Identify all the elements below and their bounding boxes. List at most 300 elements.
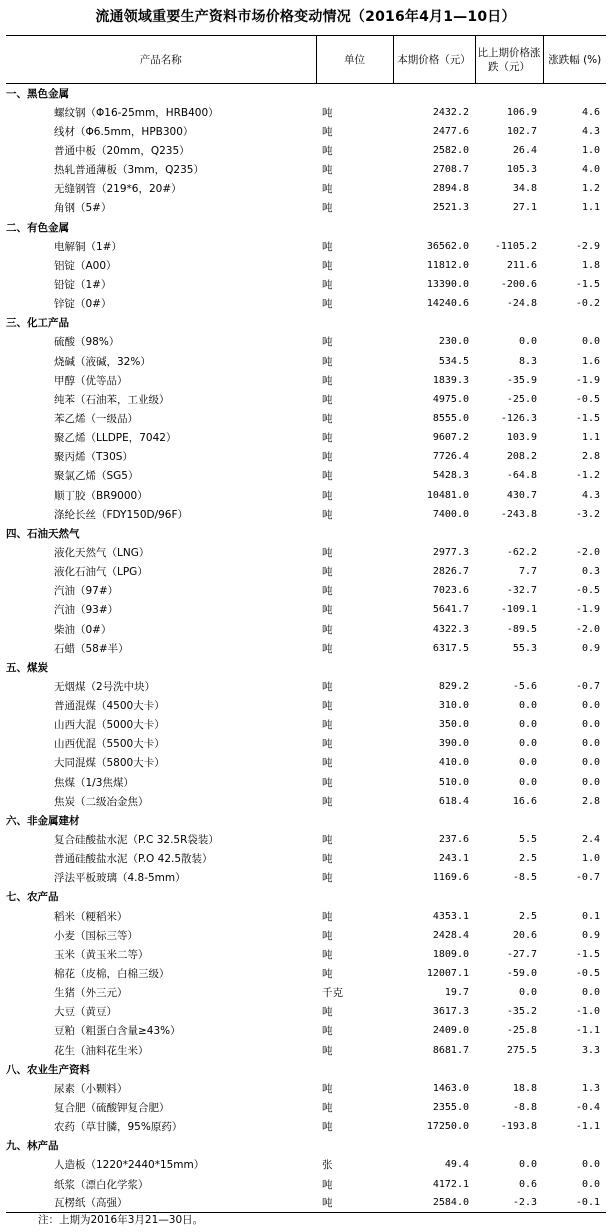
table-row — [6, 237, 606, 256]
table-row — [6, 332, 606, 351]
change-cell: 2.5 — [518, 853, 537, 865]
price-cell: 1839.3 — [432, 374, 469, 386]
table-row — [6, 409, 606, 428]
change-cell: -25.8 — [506, 1025, 537, 1037]
change-cell: 211.6 — [506, 259, 537, 271]
pct-cell: 0.0 — [581, 776, 600, 788]
table-row — [6, 849, 606, 868]
change-cell: -32.7 — [506, 585, 537, 597]
product-name: 棉花（皮棉，白棉三级） — [54, 968, 170, 981]
unit-cell: 吨 — [322, 489, 333, 502]
table-row — [6, 485, 606, 504]
product-name: 烧碱（液碱，32%） — [54, 355, 151, 368]
price-cell: 3617.3 — [432, 1006, 469, 1018]
header-pct: 涨跌幅 (%) — [543, 36, 606, 84]
category-row — [6, 1060, 606, 1079]
pct-cell: 0.9 — [581, 929, 600, 941]
pct-cell: 0.1 — [581, 910, 600, 922]
change-cell: -62.2 — [506, 546, 537, 558]
change-cell: 5.5 — [518, 834, 537, 846]
change-cell: 102.7 — [506, 125, 537, 137]
product-name: 大同混煤（5800大卡） — [54, 757, 165, 770]
unit-cell: 吨 — [322, 1197, 333, 1210]
product-name: 聚乙烯（LLDPE，7042） — [54, 432, 177, 445]
unit-cell: 吨 — [322, 1121, 333, 1134]
product-name: 液化天然气（LNG） — [54, 546, 150, 559]
product-name: 无缝钢管（219*6，20#） — [54, 183, 182, 196]
table-row — [6, 428, 606, 447]
table-row — [6, 1194, 606, 1213]
product-name: 甲醇（优等品） — [54, 374, 128, 387]
change-cell: -243.8 — [500, 508, 537, 520]
product-name: 涤纶长丝（FDY150D/96F） — [54, 508, 189, 521]
product-name: 电解铜（1#） — [54, 240, 122, 253]
pct-cell: 1.6 — [581, 355, 600, 367]
pct-cell: -1.1 — [575, 1121, 600, 1133]
product-name: 焦煤（1/3焦煤） — [54, 776, 134, 789]
price-cell: 4322.3 — [432, 623, 469, 635]
table-row — [6, 619, 606, 638]
category-row — [6, 524, 606, 543]
product-name: 玉米（黄玉米二等） — [54, 948, 149, 961]
pct-cell: -1.2 — [575, 470, 600, 482]
unit-cell: 吨 — [322, 642, 333, 655]
header-unit: 单位 — [316, 36, 393, 84]
unit-cell: 吨 — [322, 412, 333, 425]
price-cell: 12007.1 — [426, 968, 469, 980]
table-row — [6, 103, 606, 122]
change-cell: -5.6 — [512, 680, 537, 692]
pct-cell: -0.5 — [575, 393, 600, 405]
unit-cell: 吨 — [322, 451, 333, 464]
price-cell: 1463.0 — [432, 1082, 469, 1094]
category-label: 五、煤炭 — [6, 661, 48, 674]
table-row — [6, 734, 606, 753]
product-name: 生猪（外三元） — [54, 987, 128, 1000]
change-cell: -27.7 — [506, 948, 537, 960]
product-name: 焦炭（二级冶金焦） — [54, 795, 149, 808]
header-change: 比上期价格涨跌（元） — [475, 36, 543, 84]
change-cell: -35.9 — [506, 374, 537, 386]
pct-cell: 4.3 — [581, 125, 600, 137]
price-cell: 7023.6 — [432, 585, 469, 597]
table-row — [6, 773, 606, 792]
change-cell: 18.8 — [512, 1082, 537, 1094]
table-header — [6, 36, 606, 84]
unit-cell: 吨 — [322, 125, 333, 138]
unit-cell: 吨 — [322, 872, 333, 885]
unit-cell: 吨 — [322, 604, 333, 617]
price-cell: 243.1 — [438, 853, 469, 865]
change-cell: 105.3 — [506, 164, 537, 176]
category-row — [6, 1136, 606, 1155]
change-cell: 20.6 — [512, 929, 537, 941]
pct-cell: -2.0 — [575, 546, 600, 558]
category-row — [6, 84, 606, 103]
price-cell: 2521.3 — [432, 202, 469, 214]
price-cell: 230.0 — [438, 336, 469, 348]
table-row — [6, 1155, 606, 1174]
pct-cell: 0.0 — [581, 757, 600, 769]
change-cell: 26.4 — [512, 144, 537, 156]
pct-cell: -0.1 — [575, 1197, 600, 1209]
table-row — [6, 1021, 606, 1040]
product-name: 山西大混（5000大卡） — [54, 719, 165, 732]
table-row — [6, 1041, 606, 1060]
table-row — [6, 792, 606, 811]
table-row — [6, 160, 606, 179]
unit-cell: 吨 — [322, 183, 333, 196]
pct-cell: 1.2 — [581, 183, 600, 195]
product-name: 山西优混（5500大卡） — [54, 738, 165, 751]
change-cell: 0.0 — [518, 719, 537, 731]
change-cell: 2.5 — [518, 910, 537, 922]
unit-cell: 吨 — [322, 700, 333, 713]
change-cell: 55.3 — [512, 642, 537, 654]
table-row — [6, 830, 606, 849]
table-row — [6, 543, 606, 562]
pct-cell: -0.5 — [575, 968, 600, 980]
change-cell: -89.5 — [506, 623, 537, 635]
price-table — [6, 35, 606, 1213]
unit-cell: 吨 — [322, 776, 333, 789]
pct-cell: -1.5 — [575, 278, 600, 290]
change-cell: 275.5 — [506, 1044, 537, 1056]
unit-cell: 吨 — [322, 1006, 333, 1019]
unit-cell: 吨 — [322, 1044, 333, 1057]
change-cell: 0.0 — [518, 987, 537, 999]
unit-cell: 吨 — [322, 240, 333, 253]
product-name: 苯乙烯（一级品） — [54, 412, 138, 425]
pct-cell: 0.9 — [581, 642, 600, 654]
price-cell: 2409.0 — [432, 1025, 469, 1037]
product-name: 复合硅酸盐水泥（P.C 32.5R袋装） — [54, 834, 219, 847]
price-cell: 2582.0 — [432, 144, 469, 156]
product-name: 聚丙烯（T30S） — [54, 451, 133, 464]
change-cell: 8.3 — [518, 355, 537, 367]
change-cell: 7.7 — [518, 566, 537, 578]
price-cell: 36562.0 — [426, 240, 469, 252]
table-row — [6, 581, 606, 600]
unit-cell: 吨 — [322, 393, 333, 406]
unit-cell: 吨 — [322, 1178, 333, 1191]
table-row — [6, 275, 606, 294]
change-cell: 0.0 — [518, 700, 537, 712]
table-row — [6, 1098, 606, 1117]
pct-cell: -2.9 — [575, 240, 600, 252]
price-cell: 237.6 — [438, 834, 469, 846]
pct-cell: -1.5 — [575, 948, 600, 960]
price-cell: 49.4 — [444, 1159, 469, 1171]
price-cell: 13390.0 — [426, 278, 469, 290]
table-row — [6, 907, 606, 926]
pct-cell: -1.0 — [575, 1006, 600, 1018]
price-cell: 618.4 — [438, 795, 469, 807]
pct-cell: 0.3 — [581, 566, 600, 578]
price-cell: 1809.0 — [432, 948, 469, 960]
product-name: 豆粕（粗蛋白含量≥43%） — [54, 1025, 181, 1038]
product-name: 汽油（93#） — [54, 604, 119, 617]
pct-cell: 1.0 — [581, 853, 600, 865]
unit-cell: 吨 — [322, 355, 333, 368]
change-cell: -193.8 — [500, 1121, 537, 1133]
category-label: 七、农产品 — [6, 891, 59, 904]
price-cell: 10481.0 — [426, 489, 469, 501]
page-title: 流通领域重要生产资料市场价格变动情况（2016年4月1—10日） — [95, 9, 516, 25]
product-name: 无烟煤（2号洗中块） — [54, 680, 156, 693]
product-name: 浮法平板玻璃（4.8-5mm） — [54, 872, 186, 885]
change-cell: -200.6 — [500, 278, 537, 290]
header-price: 本期价格（元） — [393, 36, 475, 84]
pct-cell: 0.0 — [581, 1178, 600, 1190]
unit-cell: 吨 — [322, 432, 333, 445]
price-cell: 390.0 — [438, 738, 469, 750]
product-name: 铅锭（1#） — [54, 278, 112, 291]
unit-cell: 吨 — [322, 374, 333, 387]
change-cell: -64.8 — [506, 470, 537, 482]
unit-cell: 吨 — [322, 719, 333, 732]
pct-cell: 0.0 — [581, 700, 600, 712]
table-row — [6, 1079, 606, 1098]
table-row — [6, 198, 606, 217]
product-name: 线材（Φ6.5mm，HPB300） — [54, 125, 194, 138]
pct-cell: -1.9 — [575, 604, 600, 616]
category-label: 一、黑色金属 — [6, 87, 69, 100]
product-name: 硫酸（98%） — [54, 336, 120, 349]
change-cell: -24.8 — [506, 298, 537, 310]
category-row — [6, 313, 606, 332]
change-cell: 208.2 — [506, 451, 537, 463]
price-cell: 2584.0 — [432, 1197, 469, 1209]
product-name: 纯苯（石油苯，工业级） — [54, 393, 170, 406]
pct-cell: 2.8 — [581, 795, 600, 807]
unit-cell: 吨 — [322, 680, 333, 693]
table-row — [6, 294, 606, 313]
table-row — [6, 696, 606, 715]
price-cell: 6317.5 — [432, 642, 469, 654]
pct-cell: 1.1 — [581, 432, 600, 444]
table-row — [6, 351, 606, 370]
product-name: 顺丁胶（BR9000） — [54, 489, 148, 502]
unit-cell: 吨 — [322, 259, 333, 272]
unit-cell: 吨 — [322, 1102, 333, 1115]
pct-cell: 2.4 — [581, 834, 600, 846]
product-name: 小麦（国标三等） — [54, 929, 138, 942]
pct-cell: -0.5 — [575, 585, 600, 597]
unit-cell: 吨 — [322, 623, 333, 636]
pct-cell: -0.7 — [575, 872, 600, 884]
price-cell: 2894.8 — [432, 183, 469, 195]
price-cell: 350.0 — [438, 719, 469, 731]
table-row — [6, 964, 606, 983]
unit-cell: 吨 — [322, 164, 333, 177]
pct-cell: -0.4 — [575, 1102, 600, 1114]
change-cell: 0.0 — [518, 776, 537, 788]
table-row — [6, 945, 606, 964]
price-cell: 2355.0 — [432, 1102, 469, 1114]
change-cell: -8.8 — [512, 1102, 537, 1114]
pct-cell: 0.0 — [581, 1159, 600, 1171]
table-row — [6, 390, 606, 409]
unit-cell: 吨 — [322, 910, 333, 923]
pct-cell: -1.5 — [575, 412, 600, 424]
change-cell: 0.0 — [518, 757, 537, 769]
table-row — [6, 715, 606, 734]
pct-cell: 0.0 — [581, 987, 600, 999]
pct-cell: 0.0 — [581, 719, 600, 731]
table-row — [6, 677, 606, 696]
unit-cell: 吨 — [322, 1025, 333, 1038]
product-name: 人造板（1220*2440*15mm） — [54, 1159, 205, 1172]
price-cell: 8555.0 — [432, 412, 469, 424]
unit-cell: 吨 — [322, 566, 333, 579]
unit-cell: 吨 — [322, 546, 333, 559]
unit-cell: 吨 — [322, 834, 333, 847]
product-name: 大豆（黄豆） — [54, 1006, 117, 1019]
table-row — [6, 505, 606, 524]
price-cell: 19.7 — [444, 987, 469, 999]
unit-cell: 吨 — [322, 202, 333, 215]
change-cell: 0.6 — [518, 1178, 537, 1190]
unit-cell: 吨 — [322, 929, 333, 942]
unit-cell: 吨 — [322, 1082, 333, 1095]
table-row — [6, 639, 606, 658]
product-name: 热轧普通薄板（3mm，Q235） — [54, 164, 204, 177]
change-cell: -25.0 — [506, 393, 537, 405]
unit-cell: 张 — [322, 1159, 333, 1172]
product-name: 纸浆（漂白化学浆） — [54, 1178, 149, 1191]
pct-cell: 4.0 — [581, 164, 600, 176]
pct-cell: 1.1 — [581, 202, 600, 214]
price-cell: 2826.7 — [432, 566, 469, 578]
price-cell: 11812.0 — [426, 259, 469, 271]
unit-cell: 吨 — [322, 853, 333, 866]
pct-cell: 0.0 — [581, 738, 600, 750]
price-cell: 14240.6 — [426, 298, 469, 310]
change-cell: -8.5 — [512, 872, 537, 884]
price-cell: 2708.7 — [432, 164, 469, 176]
pct-cell: 4.6 — [581, 106, 600, 118]
change-cell: 430.7 — [506, 489, 537, 501]
unit-cell: 千克 — [322, 987, 343, 1000]
change-cell: -1105.2 — [494, 240, 537, 252]
unit-cell: 吨 — [322, 144, 333, 157]
change-cell: 0.0 — [518, 1159, 537, 1171]
pct-cell: 2.8 — [581, 451, 600, 463]
price-cell: 310.0 — [438, 700, 469, 712]
price-cell: 510.0 — [438, 776, 469, 788]
change-cell: -126.3 — [500, 412, 537, 424]
change-cell: 0.0 — [518, 336, 537, 348]
unit-cell: 吨 — [322, 795, 333, 808]
pct-cell: 1.8 — [581, 259, 600, 271]
table-row — [6, 600, 606, 619]
price-cell: 2477.6 — [432, 125, 469, 137]
price-cell: 2977.3 — [432, 546, 469, 558]
product-name: 角钢（5#） — [54, 202, 112, 215]
change-cell: -35.2 — [506, 1006, 537, 1018]
change-cell: 0.0 — [518, 738, 537, 750]
table-row — [6, 141, 606, 160]
category-row — [6, 887, 606, 906]
price-cell: 5641.7 — [432, 604, 469, 616]
price-cell: 534.5 — [438, 355, 469, 367]
header-name: 产品名称 — [139, 53, 182, 66]
unit-cell: 吨 — [322, 948, 333, 961]
product-name: 花生（油料花生米） — [54, 1044, 149, 1057]
product-name: 螺纹钢（Φ16-25mm，HRB400） — [54, 106, 219, 119]
unit-cell: 吨 — [322, 757, 333, 770]
change-cell: 27.1 — [512, 202, 537, 214]
price-cell: 4975.0 — [432, 393, 469, 405]
product-name: 液化石油气（LPG） — [54, 566, 148, 579]
price-cell: 7400.0 — [432, 508, 469, 520]
product-name: 汽油（97#） — [54, 585, 119, 598]
price-cell: 7726.4 — [432, 451, 469, 463]
change-cell: -2.3 — [512, 1197, 537, 1209]
category-row — [6, 811, 606, 830]
table-row — [6, 926, 606, 945]
product-name: 尿素（小颗料） — [54, 1082, 128, 1095]
table-row — [6, 371, 606, 390]
price-cell: 5428.3 — [432, 470, 469, 482]
table-row — [6, 256, 606, 275]
price-cell: 8681.7 — [432, 1044, 469, 1056]
unit-cell: 吨 — [322, 738, 333, 751]
pct-cell: -0.7 — [575, 680, 600, 692]
footnote: 注：上期为2016年3月21—30日。 — [38, 1214, 204, 1226]
table-row — [6, 562, 606, 581]
product-name: 普通硅酸盐水泥（P.O 42.5散装） — [54, 853, 213, 866]
category-label: 九、林产品 — [6, 1140, 59, 1153]
price-cell: 9607.2 — [432, 432, 469, 444]
pct-cell: 4.3 — [581, 489, 600, 501]
table-row — [6, 466, 606, 485]
change-cell: -109.1 — [500, 604, 537, 616]
unit-cell: 吨 — [322, 470, 333, 483]
product-name: 复合肥（硫酸钾复合肥） — [54, 1102, 170, 1115]
product-name: 铝锭（A00） — [54, 259, 117, 272]
product-name: 柴油（0#） — [54, 623, 112, 636]
product-name: 石蜡（58#半） — [54, 642, 129, 655]
change-cell: 103.9 — [506, 432, 537, 444]
price-cell: 410.0 — [438, 757, 469, 769]
pct-cell: -1.9 — [575, 374, 600, 386]
category-label: 三、化工产品 — [6, 317, 69, 330]
price-cell: 4172.1 — [432, 1178, 469, 1190]
price-cell: 17250.0 — [426, 1121, 469, 1133]
unit-cell: 吨 — [322, 106, 333, 119]
category-label: 八、农业生产资料 — [6, 1063, 90, 1076]
category-row — [6, 658, 606, 677]
pct-cell: 3.3 — [581, 1044, 600, 1056]
unit-cell: 吨 — [322, 278, 333, 291]
price-cell: 829.2 — [438, 680, 469, 692]
table-body — [6, 84, 606, 1213]
pct-cell: 1.0 — [581, 144, 600, 156]
category-label: 二、有色金属 — [6, 221, 69, 234]
table-row — [6, 868, 606, 887]
table-row — [6, 122, 606, 141]
table-row — [6, 1002, 606, 1021]
product-name: 普通中板（20mm，Q235） — [54, 144, 190, 157]
product-name: 稻米（粳稻米） — [54, 910, 128, 923]
table-row — [6, 1175, 606, 1194]
product-name: 农药（草甘膦，95%原药） — [54, 1121, 183, 1134]
table-row — [6, 983, 606, 1002]
price-cell: 2432.2 — [432, 106, 469, 118]
pct-cell: -3.2 — [575, 508, 600, 520]
